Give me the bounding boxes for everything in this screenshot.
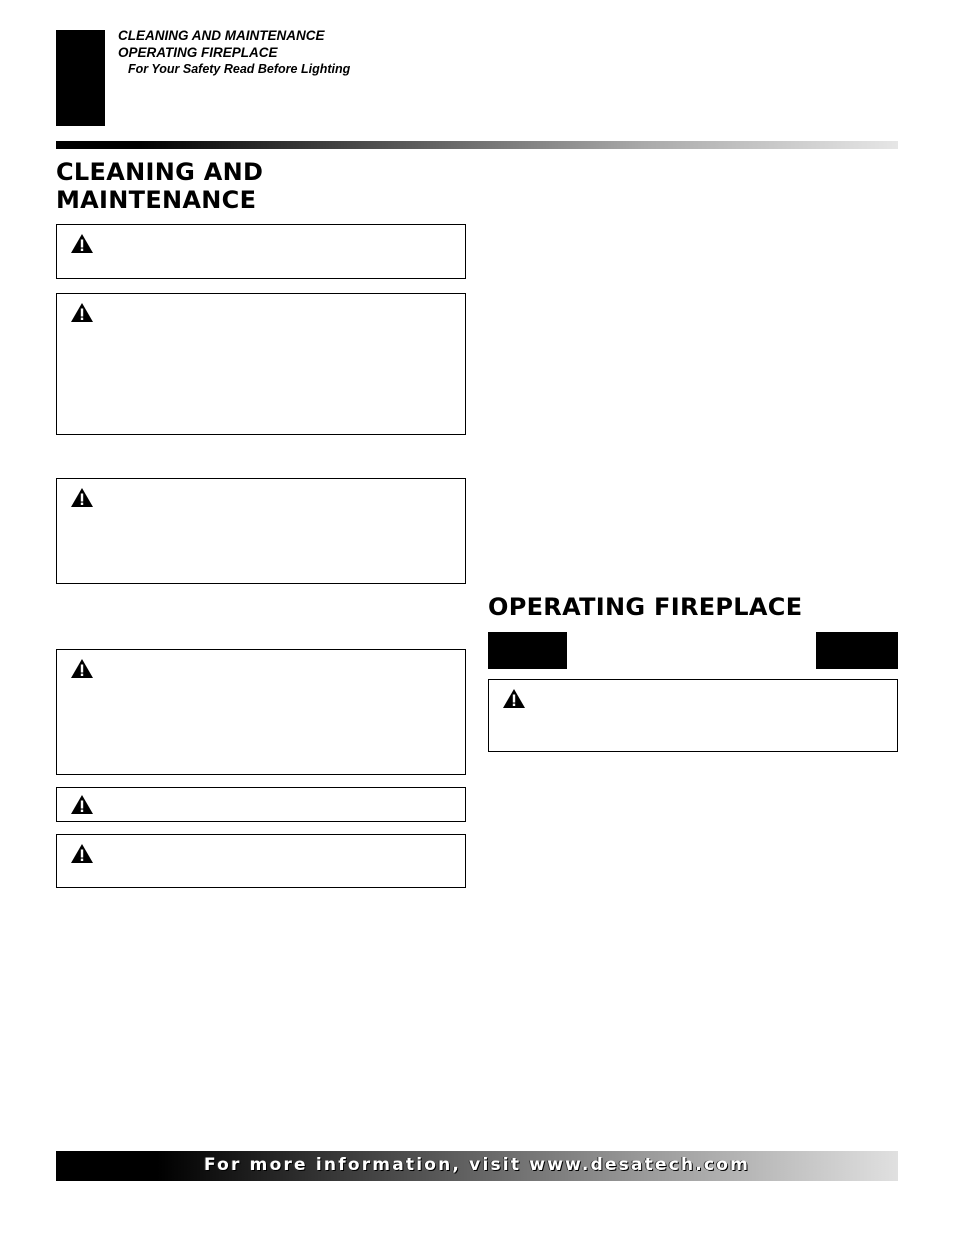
section-title-line: CLEANING AND bbox=[56, 158, 264, 186]
section-title-operating: OPERATING FIREPLACE bbox=[488, 593, 803, 621]
warning-box bbox=[56, 787, 466, 822]
warning-triangle-icon bbox=[70, 487, 94, 508]
warning-triangle-icon bbox=[70, 302, 94, 323]
warning-triangle-icon bbox=[70, 794, 94, 815]
footer-website-text: For more information, visit www.desatech.com bbox=[203, 1155, 751, 1175]
warning-triangle-icon bbox=[502, 688, 526, 709]
warning-box bbox=[488, 679, 898, 752]
signal-word-banner-left bbox=[488, 632, 567, 669]
signal-word-banner-right bbox=[816, 632, 898, 669]
warning-box bbox=[56, 834, 466, 888]
page-tab-marker bbox=[56, 30, 105, 126]
running-head-cleaning: CLEANING AND MAINTENANCE bbox=[118, 28, 325, 43]
warning-box bbox=[56, 224, 466, 279]
warning-box bbox=[56, 293, 466, 435]
running-head-safety: For Your Safety Read Before Lighting bbox=[128, 62, 351, 76]
warning-box bbox=[56, 649, 466, 775]
warning-box bbox=[56, 478, 466, 584]
section-title-line: MAINTENANCE bbox=[56, 186, 257, 214]
warning-triangle-icon bbox=[70, 843, 94, 864]
header-rule bbox=[56, 141, 898, 149]
running-head-operating: OPERATING FIREPLACE bbox=[118, 45, 278, 60]
warning-triangle-icon bbox=[70, 233, 94, 254]
warning-triangle-icon bbox=[70, 658, 94, 679]
section-title-cleaning bbox=[56, 158, 263, 214]
